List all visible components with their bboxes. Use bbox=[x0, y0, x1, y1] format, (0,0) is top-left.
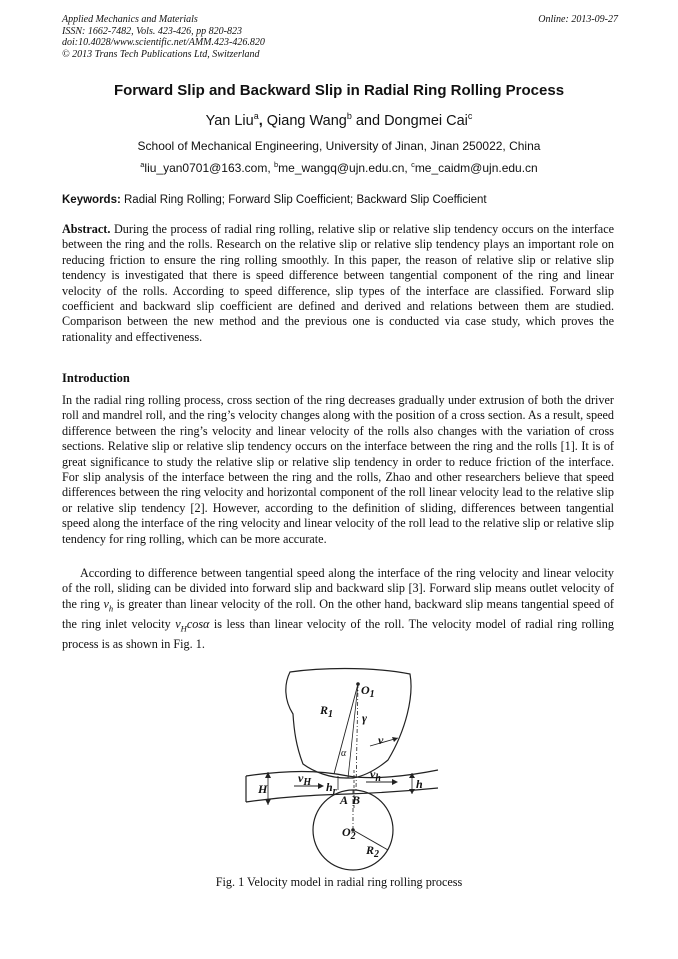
author-list bbox=[0, 113, 678, 129]
symbol-vh-sub: h bbox=[108, 603, 114, 614]
vh-arrowhead bbox=[392, 779, 398, 785]
label-r1: $R_1$ bbox=[320, 703, 334, 720]
figure-velocity-model bbox=[238, 660, 444, 872]
keywords bbox=[62, 194, 487, 206]
copyright-line: © 2013 Trans Tech Publications Ltd, Switzerland bbox=[62, 48, 260, 60]
journal-header bbox=[62, 14, 618, 60]
driver-roll-outline bbox=[286, 669, 411, 779]
email-link[interactable]: me_caidm@ujn.edu.cn bbox=[414, 161, 538, 175]
section-heading-introduction: Introduction bbox=[62, 371, 130, 385]
label-o2: $O_2$ bbox=[342, 825, 356, 842]
label-gamma: γ bbox=[362, 711, 367, 725]
issn-line: ISSN: 1662-7482, Vols. 423-426, pp 820-823 bbox=[62, 25, 242, 37]
author-name: Qiang Wang bbox=[266, 113, 347, 129]
symbol-vH-sub: H bbox=[180, 623, 187, 634]
email-link[interactable]: liu_yan0701@163.com, bbox=[144, 161, 275, 175]
abstract bbox=[62, 222, 614, 345]
label-A: A bbox=[340, 793, 349, 807]
author-sep: and bbox=[351, 113, 385, 129]
velocity-model-diagram bbox=[238, 660, 444, 872]
email-sup: a bbox=[140, 160, 145, 169]
author-name: Yan Liu bbox=[205, 113, 254, 129]
figure-caption: Fig. 1 Velocity model in radial ring rolling process bbox=[215, 875, 463, 889]
label-hr: $h_r$ bbox=[326, 780, 337, 797]
author-sup: a bbox=[253, 111, 259, 122]
radius-r1 bbox=[334, 684, 358, 774]
abstract-text: During the process of radial ring rolling, relative slip or relative slip tendency occurs on the interface between the ring and the rolls. Research on the relative slip or relative slip tendency plays an important role on reducing friction to ensure the ring rolling smoothly. In this paper, the reason of relative slip or relative slip tendency is investigated that there is speed difference between tangential component of the ring and linear velocity of the rolls. According to speed difference, slip types of the interface are classified. Forward slip coefficient and backward slip coefficient are defined and derived and relations between them are studied. Comparison between the new method and the previous one is conducted via case study, which proves the rationality and effectiveness. bbox=[62, 222, 615, 344]
label-alpha: α bbox=[341, 748, 347, 759]
h-arrow-bottom bbox=[409, 789, 415, 794]
online-date: Online: 2013-09-27 bbox=[538, 14, 618, 25]
vH-arrowhead bbox=[318, 783, 324, 789]
intro-paragraph-2 bbox=[62, 566, 614, 652]
email-link[interactable]: me_wangq@ujn.edu.cn, bbox=[278, 161, 412, 175]
symbol-vh: v bbox=[103, 596, 109, 611]
label-vH: $v_H$ bbox=[298, 771, 312, 788]
paper-title: Forward Slip and Backward Slip in Radial Ring Rolling Process bbox=[113, 82, 565, 99]
label-vh: $v_h$ bbox=[370, 767, 381, 784]
email-sup: b bbox=[274, 160, 279, 169]
symbol-vH: v bbox=[175, 616, 181, 631]
label-o1: $O_1$ bbox=[361, 683, 375, 700]
abstract-label: Abstract. bbox=[62, 222, 111, 236]
doi-line: doi:10.4028/www.scientific.net/AMM.423-426.820 bbox=[62, 37, 265, 48]
H-arrow-bottom bbox=[265, 799, 271, 805]
center-o1 bbox=[356, 682, 360, 686]
ring-upper-edge bbox=[246, 770, 438, 778]
author-sup: b bbox=[346, 111, 352, 122]
journal-name: Applied Mechanics and Materials bbox=[62, 14, 198, 25]
p2-text-b: is greater than linear velocity of the roll. On the other hand, backward slip means tangential speed of the ring inlet velocity bbox=[62, 596, 614, 631]
label-r2: $R_2$ bbox=[366, 843, 380, 860]
symbol-cos-alpha: cosα bbox=[186, 616, 210, 631]
p2-text-a: According to difference between tangential speed along the interface of the ring velocity and linear velocity of the roll, sliding can be divided into forward slip and backward slip [3]. Forward slip means outlet velocity of the ring bbox=[62, 566, 614, 611]
email-list bbox=[0, 161, 678, 175]
label-B: B bbox=[352, 793, 361, 807]
email-sup: c bbox=[411, 160, 415, 169]
author-sep: , bbox=[258, 113, 267, 129]
author-sup: c bbox=[467, 111, 473, 122]
author-name: Dongmei Cai bbox=[384, 113, 468, 129]
label-h: h bbox=[416, 777, 423, 791]
keywords-text: Radial Ring Rolling; Forward Slip Coefficient; Backward Slip Coefficient bbox=[124, 194, 487, 206]
label-H: H bbox=[258, 782, 268, 796]
affiliation: School of Mechanical Engineering, University of Jinan, Jinan 250022, China bbox=[137, 139, 541, 153]
radius-alpha bbox=[348, 684, 358, 778]
intro-paragraph-1: In the radial ring rolling process, cross section of the ring decreases gradually under extrusion of both the driver roll and mandrel roll, and the ring’s velocity changes along with the position of a cross section. As a result, speed difference between the ring’s velocity and linear velocity of the rolls also changes with the variation of cross sections. Relative slip or relative slip tendency occurs on the interface between the ring and the rolls [1]. It is of great significance to study the relative slip or relative slip tendency in order to reduce friction of the interface. For slip analysis of the interface between the ring and the rolls, Zhao and other researchers believe that speed differences between the ring velocity and horizontal component of the roll linear velocity lead to the relative slip or relative slip tendency [2]. However, according to the definition of sliding, differences between tangential speed along the interface of the ring velocity and linear velocity of the roll lead to the relative slip or relative slip tendency for ring rolling, which can be more accurate. bbox=[62, 393, 614, 546]
keywords-label: Keywords: bbox=[62, 194, 121, 206]
p2-text-c: is less than linear velocity of the roll. The velocity model of radial ring rolling process is as shown in Fig. 1. bbox=[62, 616, 614, 651]
label-v: v bbox=[378, 733, 384, 747]
